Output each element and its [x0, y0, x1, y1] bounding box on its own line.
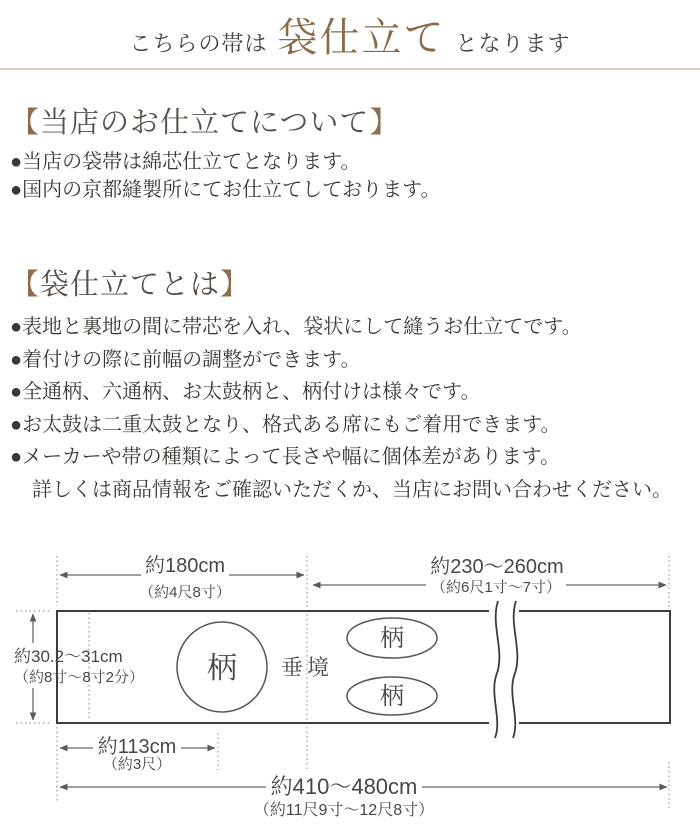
dim-total-cm: 約410～480cm [270, 774, 418, 799]
list-item: ●表地と裏地の間に帯芯を入れ、袋状にして縫うお仕立てです。 [10, 316, 582, 338]
section-shop-heading [0, 100, 700, 141]
list-item: ●全通柄、六通柄、お太鼓柄と、柄付けは様々です。 [10, 381, 481, 403]
break-wavy-lines [494, 601, 517, 738]
title-highlight: 袋仕立て [277, 15, 446, 60]
pattern-label-ellipse-bottom: 柄 [380, 683, 404, 710]
page-title [0, 0, 700, 63]
dim-width-shaku: （約8寸～8寸2分） [14, 669, 145, 686]
list-item: ●国内の京都縫製所にてお仕立てしております。 [10, 178, 441, 201]
section-fukuro-bullets [0, 311, 700, 506]
section-shop-bullets [0, 149, 700, 204]
list-item: ●当店の袋帯は綿芯仕立てとなります。 [10, 151, 361, 173]
bracket-close: 】 [369, 107, 400, 139]
section-fukuro-jitate [0, 262, 700, 506]
list-item: ●メーカーや帯の種類によって長さや幅に個体差があります。 [10, 446, 561, 468]
tare-boundary-label: 垂境 [280, 655, 334, 680]
title-suffix: となります [455, 31, 571, 56]
bracket-open: 【 [10, 269, 41, 301]
section-shop-heading-text: 当店のお仕立てについて [40, 107, 370, 139]
list-item: ●お太鼓は二重太鼓となり、格式ある席にもご着用できます。 [10, 413, 561, 436]
pattern-label-ellipse-top: 柄 [380, 625, 404, 652]
list-item: ●着付けの際に前幅の調整ができます。 [10, 348, 361, 371]
section-fukuro-heading-text: 袋仕立てとは [40, 269, 221, 301]
list-item-note: 詳しくは商品情報をご確認いただくか、当店にお問い合わせください。 [32, 478, 672, 501]
pattern-label-circle: 柄 [207, 652, 237, 685]
dim-tare-length-cm: 約230～260cm [430, 556, 564, 578]
dim-tare-length-shaku: （約6尺1寸～7寸） [430, 579, 562, 596]
section-shop-tailoring [0, 100, 700, 204]
obi-dimension-diagram [0, 540, 700, 840]
title-divider [0, 68, 700, 70]
obi-band-outline [57, 610, 670, 724]
title-prefix: こちらの帯は [129, 31, 268, 56]
bracket-open: 【 [10, 107, 41, 139]
dim-te-length-shaku: （約4尺8寸） [139, 584, 231, 601]
dim-total-shaku: （約11尺9寸～12尺8寸） [253, 802, 435, 819]
dim-tesaki-shaku: （約3尺） [102, 756, 172, 773]
bracket-close: 】 [220, 269, 251, 301]
section-fukuro-heading [0, 262, 700, 303]
dim-tesaki-cm: 約113cm [97, 736, 177, 758]
dim-te-length-cm: 約180cm [144, 555, 226, 577]
dim-width-cm: 約30.2～31cm [14, 647, 123, 666]
